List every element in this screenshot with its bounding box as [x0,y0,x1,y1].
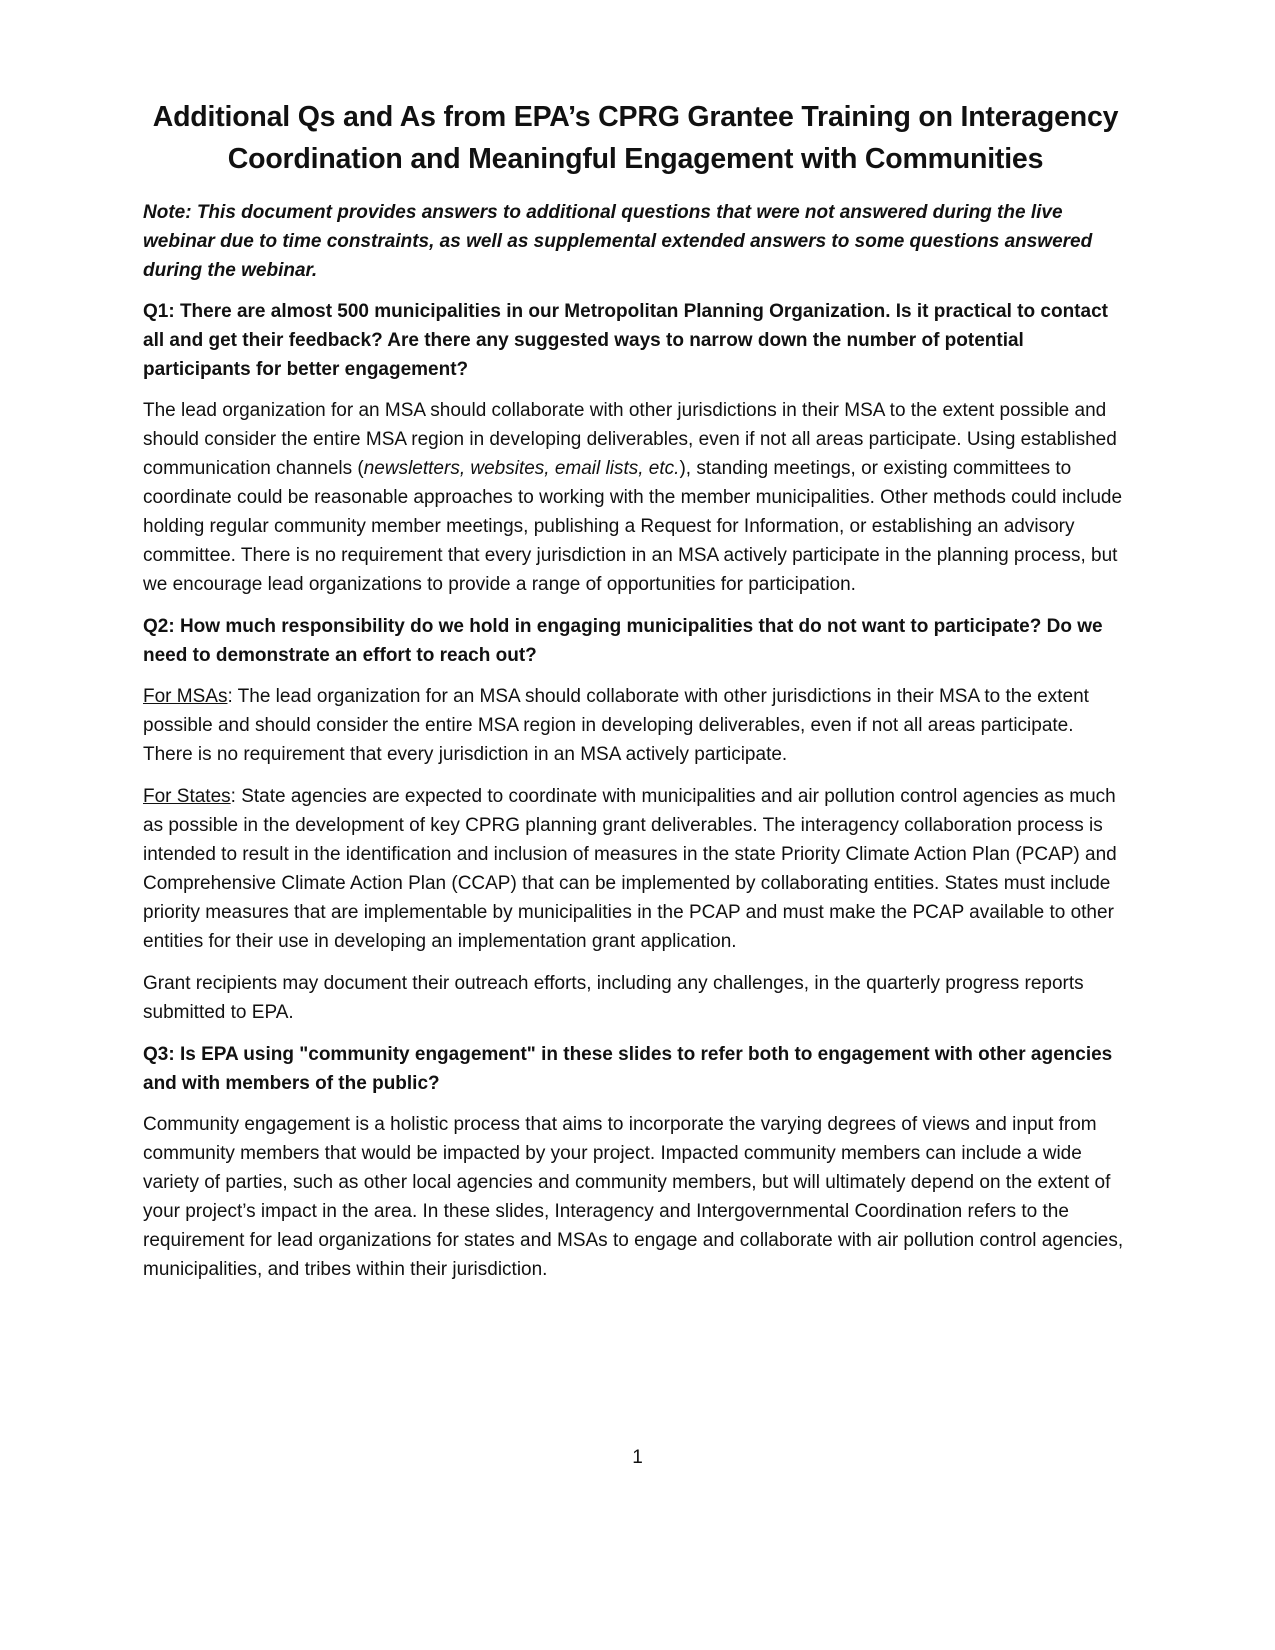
document-page [143,96,1128,1297]
question-1: Q1: There are almost 500 municipalities in our Metropolitan Planning Organization. Is it practical to contact all and get their feedback? Are there any suggested ways to narrow down the number of potential participants for better engagement? [143,301,1108,380]
answer-2-msas-label: For MSAs [143,686,228,707]
question-2: Q2: How much responsibility do we hold in engaging municipalities that do not want to participate? Do we need to demonstrate an effort to reach out? [143,616,1103,666]
answer-2-states-text: : State agencies are expected to coordinate with municipalities and air pollution control agencies as much as possible in the development of key CPRG planning grant deliverables. The interagency collaboration process is intended to result in the identification and inclusion of measures in the state Priority Climate Action Plan (PCAP) and Comprehensive Climate Action Plan (CCAP) that can be implemented by collaborating entities. States must include priority measures that are implementable by municipalities in the PCAP and must make the PCAP available to other entities for their use in developing an implementation grant application. [143,786,1117,952]
answer-2-states-label: For States [143,786,231,807]
answer-1 [143,396,1128,599]
answer-1-text-b: ), standing meetings, or existing committees to coordinate could be reasonable approaches to working with the member municipalities. Other methods could include holding regular community member meetings, publishing a Request for Information, or establishing an advisory committee. There is no requirement that every jurisdiction in an MSA actively participate in the planning process, but we encourage lead organizations to provide a range of opportunities for participation. [143,458,1123,595]
answer-2-states [143,782,1128,956]
answer-3: Community engagement is a holistic process that aims to incorporate the varying degrees of views and input from community members that would be impacted by your project. Impacted community members can include a wide variety of parties, such as other local agencies and community members, but will ultimately depend on the extent of your project’s impact in the area. In these slides, Interagency and Intergovernmental Coordination refers to the requirement for lead organizations for states and MSAs to engage and collaborate with air pollution control agencies, municipalities, and tribes within their jurisdiction. [143,1114,1124,1280]
answer-1-italic: newsletters, websites, email lists, etc. [363,458,680,479]
answer-1-text-a: The lead organization for an MSA should collaborate with other jurisdictions in their MSA to the extent possible and should consider the entire MSA region in developing deliverables, even if not all areas participate. Using established communication channels ( [143,400,1117,479]
answer-2-closing: Grant recipients may document their outreach efforts, including any challenges, in the quarterly progress reports submitted to EPA. [143,973,1084,1023]
answer-2-msas-text: : The lead organization for an MSA should collaborate with other jurisdictions in their MSA to the extent possible and should consider the entire MSA region in developing deliverables, even if not all areas participate. There is no requirement that every jurisdiction in an MSA actively participate. [143,686,1089,765]
answer-2-msas [143,682,1128,769]
page-number: 1 [632,1447,643,1468]
document-note: Note: This document provides answers to additional questions that were not answered during the live webinar due to time constraints, as well as supplemental extended answers to some questions answered during the webinar. [143,202,1093,281]
document-title: Additional Qs and As from EPA’s CPRG Grantee Training on Interagency Coordination and Meaningful Engagement with Communities [152,101,1119,175]
question-3: Q3: Is EPA using "community engagement" in these slides to refer both to engagement with other agencies and with members of the public? [143,1044,1113,1094]
